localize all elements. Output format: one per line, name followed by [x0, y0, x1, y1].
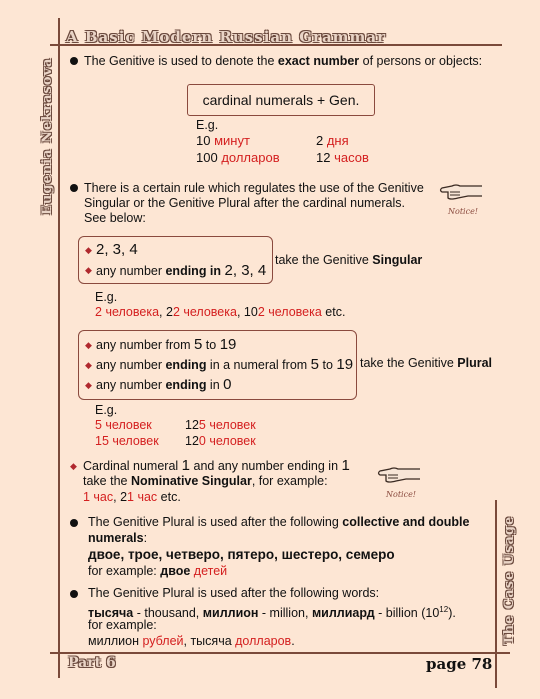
text: , for example:: [251, 474, 328, 488]
s2-line3: See below:: [84, 211, 146, 225]
s1-text-end: of persons or objects:: [359, 54, 483, 68]
plural-rule-c: [96, 377, 231, 393]
notice-label: Notice!: [448, 207, 479, 216]
example-num: 100: [196, 150, 222, 165]
plural-example: [95, 418, 152, 433]
s5-line3: for example:: [88, 618, 157, 632]
text: - thousand,: [133, 606, 203, 621]
sep: ,: [113, 490, 121, 504]
text: to: [202, 338, 220, 352]
text: , тысяча: [183, 634, 236, 648]
diamond-icon: ◆: [85, 340, 92, 350]
diamond-icon: ◆: [70, 461, 77, 471]
num: 5: [310, 356, 320, 373]
text: The Genitive Plural is used after the following: [88, 515, 343, 529]
s4-line2: [88, 531, 147, 546]
text: take the Genitive: [360, 356, 458, 370]
ex-red: 5 человек: [95, 418, 152, 432]
example: [196, 133, 250, 148]
superscript: 12: [439, 605, 449, 614]
ex-red: рублей: [142, 634, 184, 648]
bullet-dot: [70, 519, 78, 527]
ex-red: 15 человек: [95, 434, 159, 448]
plural-take: [360, 356, 492, 371]
etc: etc.: [321, 305, 346, 319]
example-num: 2: [316, 133, 327, 148]
pointing-hand-icon: [376, 463, 422, 485]
sing-take: [275, 253, 422, 268]
ex-red: 2 человека: [172, 305, 237, 319]
text: and any number ending in: [190, 459, 342, 473]
s1-text: The Genitive is used to denote the: [84, 54, 278, 68]
text: in a numeral from: [206, 358, 311, 372]
bold-text: Nominative Singular: [130, 474, 252, 488]
s3-line3: [83, 490, 181, 505]
example-num: 12: [316, 150, 335, 165]
s4-line1: [88, 515, 469, 530]
bullet-dot: [70, 57, 78, 65]
notice-label: Notice!: [386, 490, 417, 499]
left-frame-line: [58, 18, 60, 678]
ex-red: 0 человек: [198, 434, 256, 448]
num: 0: [223, 376, 232, 393]
plural-rule-b: [96, 357, 353, 373]
bold-word: тысяча: [88, 606, 134, 621]
bold-text: ending in: [165, 264, 225, 278]
bold-word: миллион: [202, 606, 259, 621]
diamond-icon: ◆: [85, 360, 92, 370]
numbers: 2, 3, 4: [224, 262, 267, 279]
plural-example: [95, 434, 159, 449]
bold-text: collective and double: [342, 515, 470, 529]
text: to: [319, 358, 337, 372]
text: Cardinal numeral: [83, 459, 182, 473]
text: in: [206, 378, 224, 392]
example: [316, 133, 349, 148]
eg-label: E.g.: [95, 403, 118, 417]
ex-num: 2: [165, 305, 173, 319]
text: for example:: [88, 564, 161, 578]
ex-red: 2 человека: [257, 305, 322, 319]
bold-text: ending: [165, 378, 207, 392]
part-label: Part 6: [68, 655, 116, 671]
singular-examples: [95, 305, 345, 320]
bold-word: миллиард: [311, 606, 375, 621]
ex-red: 1 час: [83, 490, 114, 504]
bold-text: Singular: [372, 253, 423, 267]
s3-line2: [83, 474, 328, 489]
ex-num: 2: [120, 490, 128, 504]
example: [196, 150, 280, 165]
text: :: [143, 531, 148, 545]
s1-line: [84, 54, 482, 69]
num: 19: [219, 336, 237, 353]
num: 5: [193, 336, 203, 353]
diamond-icon: ◆: [85, 380, 92, 390]
bottom-frame-line: [50, 652, 510, 654]
ex-num: 10: [243, 305, 258, 319]
author-name: Eugenia Nekrasova: [40, 57, 55, 215]
section-title: The Case Usage: [502, 515, 517, 645]
diamond-icon: ◆: [85, 265, 92, 275]
eg-label: E.g.: [95, 290, 118, 304]
s2-line2: Singular or the Genitive Plural after the cardinal numerals.: [84, 196, 405, 210]
text: .: [291, 634, 295, 648]
bold-text: двое: [160, 564, 194, 578]
bold-text: Plural: [457, 356, 493, 370]
example-num: 10: [196, 133, 215, 148]
s2-line1: There is a certain rule which regulates the use of the Genitive: [84, 181, 424, 195]
plural-rule-a: [96, 337, 236, 353]
text: - billion (10: [374, 606, 440, 621]
book-title: A Basic Modern Russian Grammar: [66, 28, 387, 46]
text: ).: [448, 606, 456, 621]
text: - million,: [258, 606, 312, 621]
bold-text: ending: [165, 358, 207, 372]
example-word: дня: [326, 133, 349, 148]
example-word: минут: [214, 133, 250, 148]
s4-numerals: двое, трое, четверо, пятеро, шестеро, семеро: [88, 547, 395, 562]
num: 1: [181, 457, 191, 474]
formula-box: cardinal numerals + Gen.: [187, 84, 375, 116]
text: миллион: [88, 634, 143, 648]
ex-red: человека: [105, 305, 160, 319]
sep: ,: [236, 305, 244, 319]
bold-text: numerals: [88, 531, 144, 545]
s5-line1: The Genitive Plural is used after the following words:: [88, 586, 380, 600]
ex-red: 1 час: [127, 490, 158, 504]
example-word: часов: [334, 150, 369, 165]
text: any number: [96, 358, 166, 372]
etc: etc.: [157, 490, 181, 504]
sing-rule-b: [96, 263, 266, 279]
text: take the Genitive: [275, 253, 373, 267]
bullet-dot: [70, 184, 78, 192]
eg-label: E.g.: [196, 118, 219, 132]
s1-bold: exact number: [277, 54, 360, 68]
text: any number: [96, 264, 166, 278]
plural-example: [185, 434, 256, 449]
text: any number: [96, 378, 166, 392]
s4-example: [88, 564, 227, 579]
example-word: долларов: [221, 150, 280, 165]
right-frame-line: [495, 500, 497, 688]
ex-red: 5 человек: [198, 418, 256, 432]
text: any number from: [96, 338, 194, 352]
text: take the: [83, 474, 131, 488]
ex-red: 2: [95, 305, 106, 319]
ex-num: 12: [185, 418, 199, 432]
num: 19: [336, 356, 354, 373]
s5-line4: [88, 634, 295, 649]
pointing-hand-icon: [438, 180, 484, 202]
ex-num: 12: [185, 434, 199, 448]
sing-rule-a: 2, 3, 4: [96, 241, 138, 258]
bullet-dot: [70, 590, 78, 598]
plural-example: [185, 418, 256, 433]
s3-line1: [83, 458, 350, 474]
sep: ,: [159, 305, 166, 319]
num: 1: [341, 457, 350, 474]
diamond-icon: ◆: [85, 245, 92, 255]
ex-red: детей: [193, 564, 228, 578]
page-number: page 78: [426, 655, 493, 673]
ex-red: долларов: [235, 634, 292, 648]
example: [316, 150, 369, 165]
